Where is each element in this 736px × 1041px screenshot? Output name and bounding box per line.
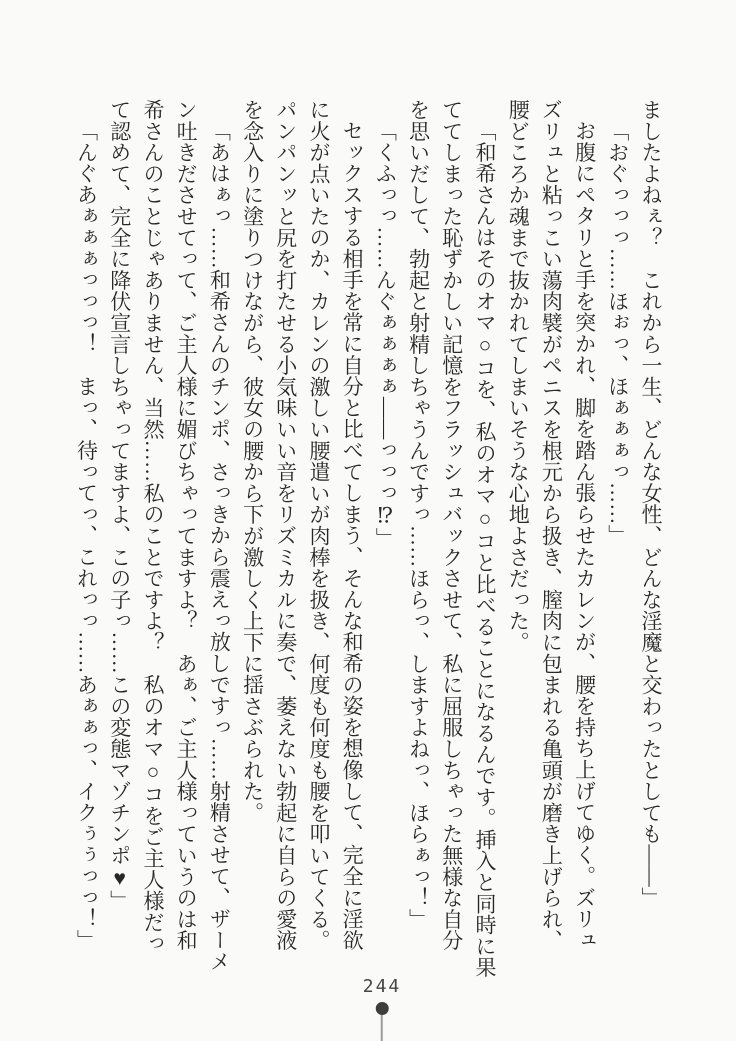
text-column-9: 「くふっっ……んぐぁぁぁぁ――っっっ⁉」	[373, 120, 398, 550]
text-column-8: を思いだして、勃起と射精しちゃうんですっ……ほらっ、しますよねっ、ほらぁっ！」	[406, 99, 431, 930]
text-column-4: ズリュと粘っこい蕩肉襞がペニスを根元から扱き、膣肉に包まれる亀頭が磨き上げられ、	[539, 99, 564, 951]
page-footer	[363, 978, 402, 1041]
text-column-13: を念入りに塗りつけながら、彼女の腰から下が激しく上下に揺さぶられた。	[240, 99, 265, 824]
text-column-11: に火が点いたのか、カレンの激しい腰遣いが肉棒を扱き、何度も何度も腰を叩いてくる。	[306, 99, 331, 951]
text-column-3: お腹にペタリと手を突かれ、脚を踏ん張らせたカレンが、腰を持ち上げてゆく。ズリュ	[572, 120, 597, 951]
text-column-2: 「おぐっっっ……ほぉっ、ほぁぁぁっ……」	[605, 120, 630, 547]
page-number: 244	[362, 976, 402, 997]
page-marker-line	[381, 1015, 383, 1041]
page-marker-dot-icon	[375, 1002, 388, 1015]
text-column-5: 腰どころか魂まで抜かれてしまいそうな心地よさだった。	[506, 99, 531, 653]
text-column-16: 希さんのことじゃありません、当然……私のことですよ？ 私のオマ○コをご主人様だっ	[140, 99, 165, 954]
text-column-14: 「あはぁっ……和希さんのチンポ、さっきから震えっ放しですっ……射精させて、ザーメ	[207, 120, 232, 973]
text-column-1: ましたよねぇ？ これから一生、どんな女性、どんな淫魔と交わったとしても――」	[639, 99, 663, 909]
text-column-7: ててしまった恥ずかしい記憶をフラッシュバックさせて、私に屈服しちゃった無様な自分	[439, 99, 464, 951]
vertical-text-block	[69, 99, 667, 979]
text-column-12: パンパンッと尻を打たせる小気味いい音をリズミカルに奏で、萎えない勃起に自らの愛液	[273, 99, 298, 951]
text-column-17: て認めて、完全に降伏宣言しちゃってますよ、この子っ……この変態マゾチンポ♥」	[107, 99, 132, 912]
text-column-10: セックスする相手を常に自分と比べてしまう、そんな和希の姿を想像して、完全に淫欲	[340, 120, 365, 951]
text-column-6: 「和希さんはそのオマ○コを、私のオマ○コと比べることになるんです。挿入と同時に果	[472, 120, 497, 979]
text-column-18: 「んぐあぁぁぁっっっ！ まっ、待ってっ、これっっ……あぁぁっ、イクぅぅっっ！」	[74, 120, 99, 951]
text-column-15: ン吐きださせてって、ご主人様に媚びちゃってますよ？ あぁ、ご主人様っていうのは和	[174, 99, 199, 951]
